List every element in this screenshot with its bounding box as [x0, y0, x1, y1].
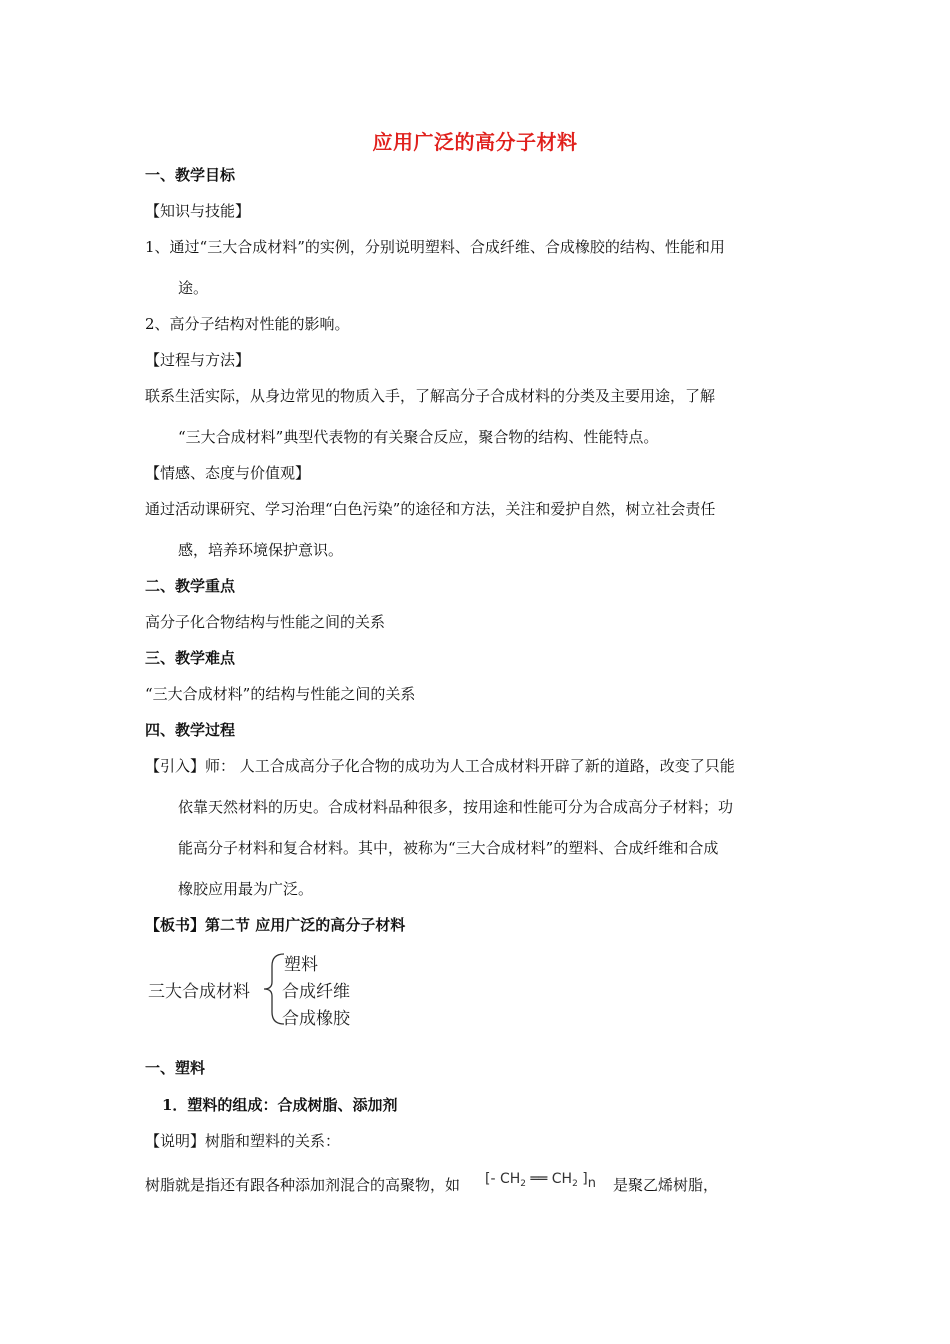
- paragraph-4a: 通过活动课研究、学习治理“白色污染”的途径和方法，关注和爱护自然，树立社会责任: [145, 500, 716, 518]
- paragraph-1b: 途。: [178, 279, 209, 297]
- paragraph-8a: 树脂就是指还有跟各种添加剂混合的高聚物，如: [145, 1176, 461, 1194]
- paragraph-3b: “三大合成材料”典型代表物的有关聚合反应，聚合物的结构、性能特点。: [178, 428, 659, 446]
- paragraph-1a: 1、通过“三大合成材料”的实例，分别说明塑料、合成纤维、合成橡胶的结构、性能和用: [145, 238, 725, 256]
- paragraph-8b: 是聚乙烯树脂，: [613, 1176, 719, 1194]
- section-heading-difficulties: 三、教学难点: [145, 649, 236, 667]
- subheading-plastic-composition: 1．塑料的组成：合成树脂、添加剂: [162, 1096, 398, 1114]
- paragraph-3a: 联系生活实际，从身边常见的物质入手，了解高分子合成材料的分类及主要用途，了解: [145, 387, 716, 405]
- paragraph-7d: 橡胶应用最为广泛。: [178, 880, 314, 898]
- subheading-process: 【过程与方法】: [145, 351, 251, 369]
- bracket-open: [-: [485, 1171, 496, 1187]
- paragraph-7a: 【引入】师： 人工合成高分子化合物的成功为人工合成材料开辟了新的道路，改变了只能: [145, 757, 735, 775]
- section-heading-plastic: 一、塑料: [145, 1059, 206, 1077]
- section-heading-key-points: 二、教学重点: [145, 577, 236, 595]
- subheading-attitude: 【情感、态度与价值观】: [145, 464, 311, 482]
- paragraph-7c: 能高分子材料和复合材料。其中，被称为“三大合成材料”的塑料、合成纤维和合成: [178, 839, 719, 857]
- polyethylene-formula: [- $CH_2$ ══ $CH_2$ ]n: [485, 1171, 596, 1191]
- three-materials-diagram: [148, 948, 408, 1032]
- paragraph-2: 2、高分子结构对性能的影响。: [145, 315, 350, 333]
- paragraph-4b: 感，培养环境保护意识。: [178, 541, 344, 559]
- diagram-item-fiber: 合成纤维: [282, 982, 350, 1002]
- subheading-knowledge: 【知识与技能】: [145, 202, 251, 220]
- paragraph-5: 高分子化合物结构与性能之间的关系: [145, 613, 386, 631]
- section-heading-goals: 一、教学目标: [145, 166, 236, 184]
- paragraph-6: “三大合成材料”的结构与性能之间的关系: [145, 685, 416, 703]
- board-heading: 【板书】第二节 应用广泛的高分子材料: [145, 916, 406, 934]
- diagram-item-plastic: 塑料: [284, 955, 318, 975]
- note-label: 【说明】树脂和塑料的关系：: [145, 1132, 341, 1150]
- document-title: 应用广泛的高分子材料: [372, 130, 578, 154]
- bracket-close: ]: [582, 1171, 588, 1187]
- diagram-main-label: 三大合成材料: [148, 982, 250, 1002]
- diagram-item-rubber: 合成橡胶: [282, 1009, 350, 1029]
- section-heading-process: 四、教学过程: [145, 721, 236, 739]
- paragraph-7b: 依靠天然材料的历史。合成材料品种很多，按用途和性能可分为合成高分子材料；功: [178, 798, 734, 816]
